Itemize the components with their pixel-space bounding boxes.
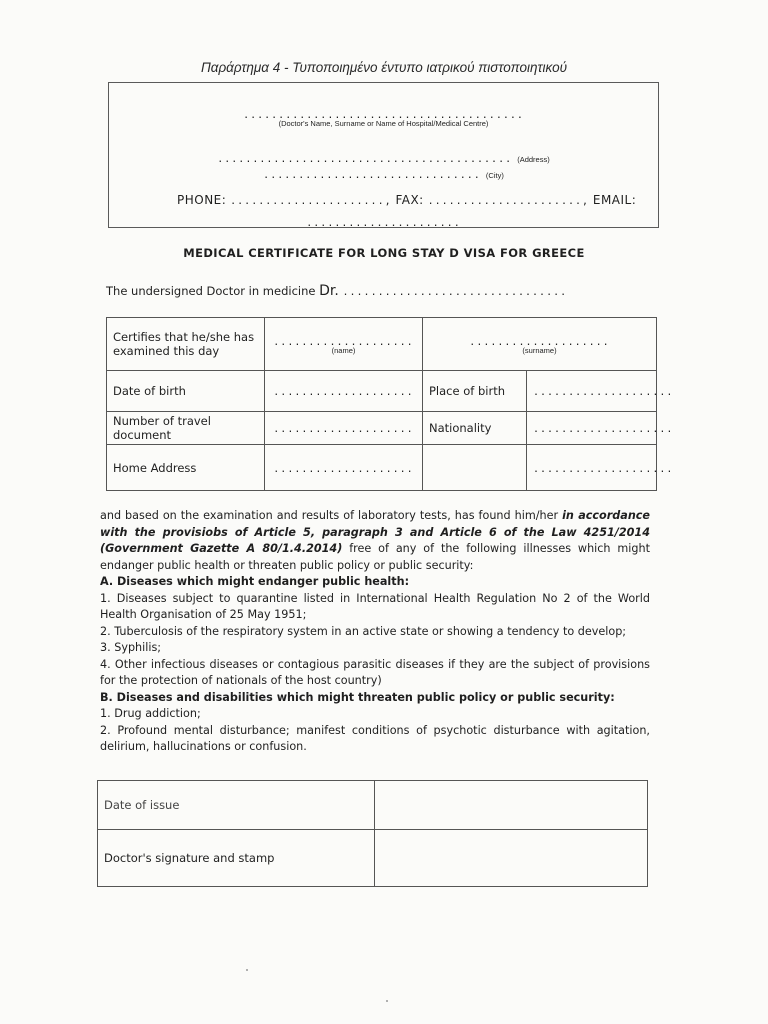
travel-doc-dots: .................... [273,424,414,435]
name-dots: .................... [273,336,414,348]
dob-label: Date of birth [107,371,265,412]
doctor-name-fill-dots: ................................ [342,287,568,298]
table-row [107,412,657,445]
email-line [109,211,658,230]
section-a-heading: A. Diseases which might endanger public health: [100,575,410,588]
fax-label: FAX: [395,193,424,207]
list-item: 2. Profound mental disturbance; manifest conditions of psychotic disturbance with agitation, delirium, hallucinations or confusion. [100,723,650,753]
city-dots: ............................... [263,170,481,181]
nationality-dots: .................... [533,424,674,435]
intro-tail: free of any of the following illnesses which might endanger public health or threaten public policy or public security: [100,542,650,572]
phone-label: PHONE: [177,193,227,207]
scan-speck [246,969,248,971]
home-address-dots: .................... [273,463,414,475]
table-row [107,371,657,412]
dob-dots: .................... [273,387,414,398]
travel-doc-label: Number of travel document [107,412,265,445]
address-caption: (Address) [517,155,550,164]
signature-field[interactable] [375,830,648,887]
undersigned-text: The undersigned Doctor in medicine [106,284,316,298]
email-dots: ...................... [306,218,461,229]
table-row [98,781,648,830]
home-right-cell[interactable] [527,445,674,491]
home-address-label: Home Address [107,445,265,491]
annex-title: Παράρτημα 4 - Τυποποιημένο έντυπο ιατρικού πιστοποιητικού [200,60,568,75]
intro-paragraph [100,508,650,574]
surname-cell[interactable] [423,318,657,371]
table-row [98,830,648,887]
patient-info-table [106,317,674,491]
name-cell[interactable] [265,318,423,371]
nationality-cell[interactable] [527,412,674,445]
signature-label: Doctor's signature and stamp [98,830,375,887]
list-item: 1. Diseases subject to quarantine listed in International Health Regulation No 2 of the World Health Organisation of 25 May 1951; [100,591,650,621]
list-item: 3. Syphilis; [100,641,162,654]
dr-prefix: Dr. [319,283,339,299]
pob-cell[interactable] [527,371,674,412]
city-caption: (City) [485,171,504,180]
surname-caption: (surname) [522,345,557,355]
certificate-title: MEDICAL CERTIFICATE FOR LONG STAY D VISA FOR GREECE [183,246,585,260]
doctor-name-dots: ........................................ [243,110,524,121]
intro-legal-reference: in accordance with the provisiobs of Article 5, paragraph 3 and Article 6 of the Law 4251/2014 (Government Gazette A 80/1.4.2014) [100,509,651,555]
date-of-issue-field[interactable] [375,781,648,830]
surname-dots: .................... [469,336,610,348]
city-line [109,163,658,182]
scan-speck [386,1000,388,1002]
list-item: 4. Other infectious diseases or contagious parasitic diseases if they are the subject of provisions for the protection of nationals of the host country) [100,657,650,687]
address-dots: .......................................... [217,154,513,165]
travel-doc-cell[interactable] [265,412,423,445]
certificate-body [100,508,650,756]
signature-table [97,780,648,887]
pob-dots: .................... [533,387,674,398]
email-label: EMAIL: [592,193,637,207]
date-of-issue-label: Date of issue [98,781,375,830]
list-item: 2. Tuberculosis of the respiratory system in an active state or showing a tendency to develop; [100,624,627,638]
section-b-heading: B. Diseases and disabilities which might threaten public policy or public security: [100,690,615,704]
pob-label: Place of birth [423,371,527,412]
undersigned-line [106,283,567,299]
nationality-label: Nationality [423,412,527,445]
contact-row [177,193,636,207]
home-empty-cell [423,445,527,491]
table-row [107,445,657,491]
home-address-cell[interactable] [265,445,423,491]
doctor-header-box [108,82,659,228]
name-caption: (name) [331,345,356,355]
list-item: 1. Drug addiction; [100,707,201,720]
intro-plain: and based on the examination and results of laboratory tests, has found him/her [100,509,559,522]
fax-dots: ......................, [427,196,590,207]
table-row [107,318,657,371]
dob-cell[interactable] [265,371,423,412]
home-right-dots: .................... [533,463,674,475]
certifies-label: Certifies that he/she has examined this day [107,318,265,371]
phone-dots: ......................, [230,196,392,207]
doctor-name-caption: (Doctor's Name, Surname or Name of Hospital/Medical Centre) [278,119,489,128]
